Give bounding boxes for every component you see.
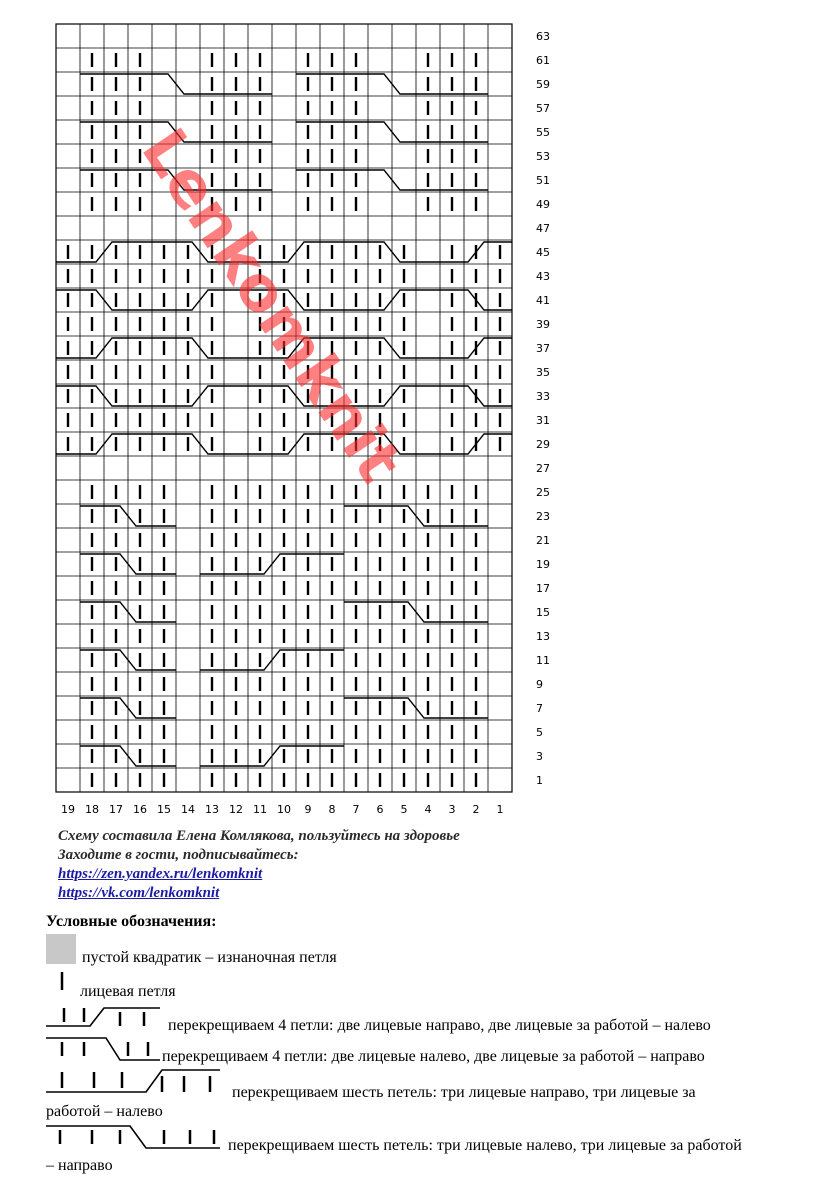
row-label: 29 [536, 438, 550, 451]
column-numbers [61, 803, 504, 816]
cross6-right-icon [44, 1122, 224, 1152]
col-label: 14 [181, 803, 195, 816]
col-label: 12 [229, 803, 243, 816]
cross6-left-icon [44, 1064, 224, 1098]
row-numbers [536, 30, 550, 787]
row-label: 31 [536, 414, 550, 427]
col-label: 4 [424, 803, 432, 816]
col-label: 9 [304, 803, 312, 816]
col-label: 7 [352, 803, 360, 816]
row-label: 7 [536, 702, 543, 715]
row-label: 27 [536, 462, 550, 475]
col-label: 15 [157, 803, 171, 816]
row-label: 49 [536, 198, 550, 211]
row-label: 37 [536, 342, 550, 355]
row-label: 51 [536, 174, 550, 187]
row-label: 39 [536, 318, 550, 331]
col-label: 2 [472, 803, 480, 816]
row-label: 55 [536, 126, 550, 139]
row-label: 59 [536, 78, 550, 91]
row-label: 47 [536, 222, 550, 235]
watermark: Lenkomknit [127, 115, 417, 496]
row-label: 61 [536, 54, 550, 67]
row-label: 3 [536, 750, 543, 763]
row-label: 5 [536, 726, 543, 739]
row-label: 33 [536, 390, 550, 403]
row-label: 53 [536, 150, 550, 163]
row-label: 35 [536, 366, 550, 379]
col-label: 8 [328, 803, 336, 816]
legend-cross6-left-a: перекрещиваем шесть петель: три лицевые направо, три лицевые за [232, 1084, 696, 1101]
knit-symbol-icon [56, 968, 76, 998]
legend-knit: лицевая петля [80, 983, 176, 1000]
col-label: 5 [400, 803, 408, 816]
row-label: 15 [536, 606, 550, 619]
row-label: 45 [536, 246, 550, 259]
row-label: 13 [536, 630, 550, 643]
credit-invite: Заходите в гости, подписывайтесь: [58, 847, 299, 863]
legend-cross4-right: перекрещиваем 4 петли: две лицевые налево, две лицевые за работой – направо [162, 1048, 705, 1065]
row-label: 9 [536, 678, 543, 691]
col-label: 18 [85, 803, 99, 816]
legend-cross4-left: перекрещиваем 4 петли: две лицевые направо, две лицевые за работой – налево [168, 1017, 711, 1034]
row-label: 1 [536, 774, 543, 787]
row-label: 23 [536, 510, 550, 523]
legend-title: Условные обозначения: [46, 913, 217, 930]
col-label: 19 [61, 803, 75, 816]
row-label: 57 [536, 102, 550, 115]
row-label: 19 [536, 558, 550, 571]
chart-grid [56, 24, 512, 792]
cross4-right-icon [44, 1034, 164, 1064]
col-label: 11 [253, 803, 267, 816]
purl-symbol-icon [46, 934, 76, 964]
legend-cross6-right-b: – направо [46, 1157, 113, 1174]
row-label: 11 [536, 654, 550, 667]
legend-purl: пустой квадратик – изнаночная петля [82, 949, 337, 966]
credit-author: Схему составила Елена Комлякова, пользуйтесь на здоровье [58, 828, 460, 844]
vk-link[interactable]: https://vk.com/lenkomknit [58, 885, 220, 901]
row-label: 25 [536, 486, 550, 499]
col-label: 6 [376, 803, 384, 816]
legend-cross6-right-a: перекрещиваем шесть петель: три лицевые налево, три лицевые за работой [228, 1137, 742, 1154]
row-label: 63 [536, 30, 550, 43]
row-label: 21 [536, 534, 550, 547]
col-label: 3 [448, 803, 456, 816]
row-label: 41 [536, 294, 550, 307]
legend-cross6-left-b: работой – налево [46, 1103, 163, 1120]
col-label: 10 [277, 803, 291, 816]
row-label: 17 [536, 582, 550, 595]
col-label: 1 [496, 803, 504, 816]
col-label: 16 [133, 803, 147, 816]
cross4-left-icon [44, 1000, 164, 1032]
col-label: 13 [205, 803, 219, 816]
zen-link[interactable]: https://zen.yandex.ru/lenkomknit [58, 866, 263, 882]
col-label: 17 [109, 803, 123, 816]
row-label: 43 [536, 270, 550, 283]
